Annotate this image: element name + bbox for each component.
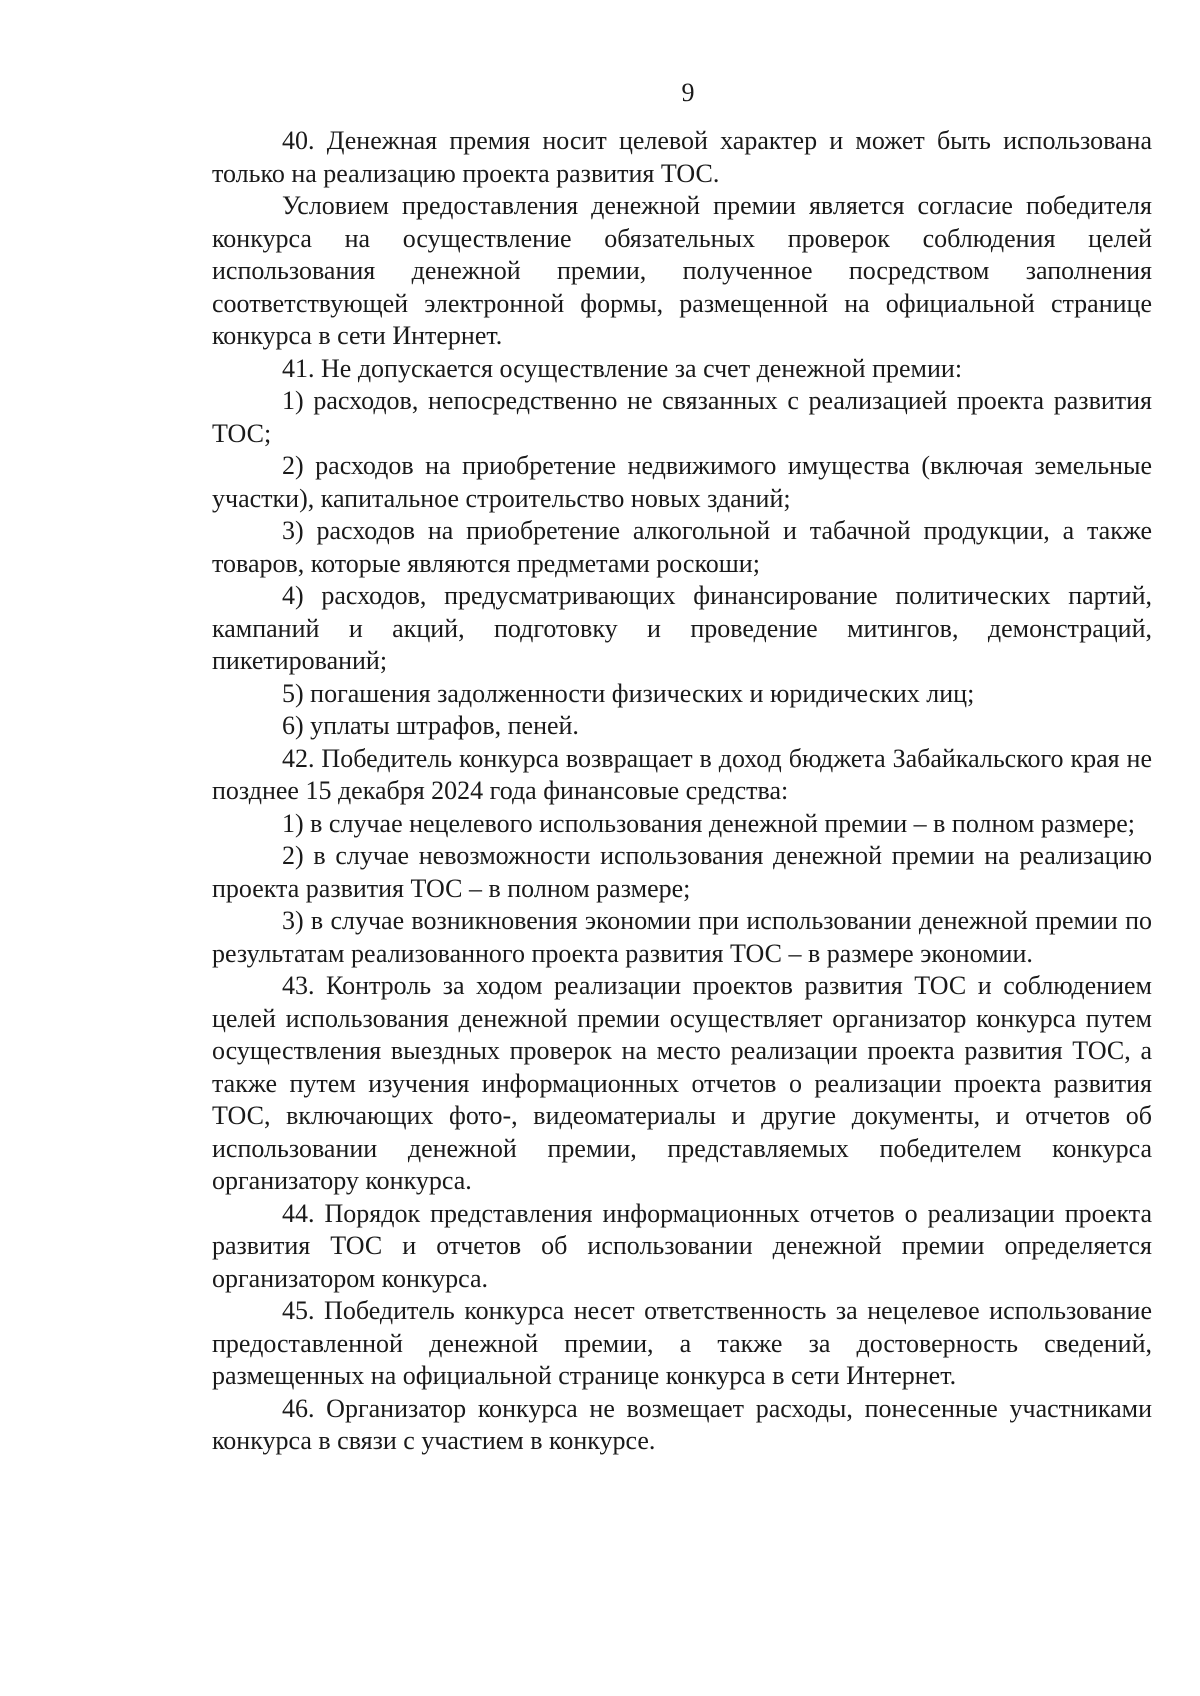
paragraph-43: 43. Контроль за ходом реализации проектов развития ТОС и соблюдением целей использования денежной премии осуществляет организатор конкурса путем осуществления выездных проверок на место реализации проекта развития ТОС, а также путем изучения информационных отчетов о реализации проекта развития ТОС, включающих фото-, видеоматериалы и другие документы, и отчетов об использовании денежной премии, представляемых победителем конкурса организатору конкурса. (212, 971, 1152, 1195)
document-body (212, 125, 1152, 1458)
paragraph-40: 40. Денежная премия носит целевой характер и может быть использована только на реализацию проекта развития ТОС. (212, 126, 1152, 188)
paragraph-42-item-3: 3) в случае возникновения экономии при использовании денежной премии по результатам реализованного проекта развития ТОС – в размере экономии. (212, 906, 1152, 968)
paragraph-46: 46. Организатор конкурса не возмещает расходы, понесенные участниками конкурса в связи с участием в конкурсе. (212, 1393, 1152, 1455)
paragraph-45: 45. Победитель конкурса несет ответственность за нецелевое использование предоставленной денежной премии, а также за достоверность сведений, размещенных на официальной странице конкурса в сети Интернет. (212, 1296, 1152, 1390)
paragraph-40-condition: Условием предоставления денежной премии является согласие победителя конкурса на осуществление обязательных проверок соблюдения целей использования денежной премии, полученное посредством заполнения соответствующей электронной формы, размещенной на официальной странице конкурса в сети Интернет. (212, 191, 1152, 350)
paragraph-41-item-1: 1) расходов, непосредственно не связанных с реализацией проекта развития ТОС; (212, 386, 1152, 448)
paragraph-41-item-2: 2) расходов на приобретение недвижимого имущества (включая земельные участки), капитальное строительство новых зданий; (212, 451, 1152, 513)
paragraph-41-item-6: 6) уплаты штрафов, пеней. (282, 711, 579, 740)
page-number: 9 (681, 78, 695, 107)
paragraph-41-item-5: 5) погашения задолженности физических и юридических лиц; (282, 678, 975, 708)
paragraph-42-item-2: 2) в случае невозможности использования денежной премии на реализацию проекта развития ТОС – в полном размере; (212, 841, 1152, 903)
paragraph-42: 42. Победитель конкурса возвращает в доход бюджета Забайкальского края не позднее 15 декабря 2024 года финансовые средства: (212, 743, 1152, 805)
paragraph-41-item-4: 4) расходов, предусматривающих финансирование политических партий, кампаний и акций, подготовку и проведение митингов, демонстраций, пикетирований; (212, 581, 1152, 675)
paragraph-41: 41. Не допускается осуществление за счет денежной премии: (282, 353, 963, 383)
paragraph-44: 44. Порядок представления информационных отчетов о реализации проекта развития ТОС и отчетов об использовании денежной премии определяется организатором конкурса. (212, 1198, 1152, 1293)
paragraph-42-item-1: 1) в случае нецелевого использования денежной премии – в полном размере; (282, 808, 1136, 838)
paragraph-41-item-3: 3) расходов на приобретение алкогольной и табачной продукции, а также товаров, которые являются предметами роскоши; (212, 516, 1152, 578)
